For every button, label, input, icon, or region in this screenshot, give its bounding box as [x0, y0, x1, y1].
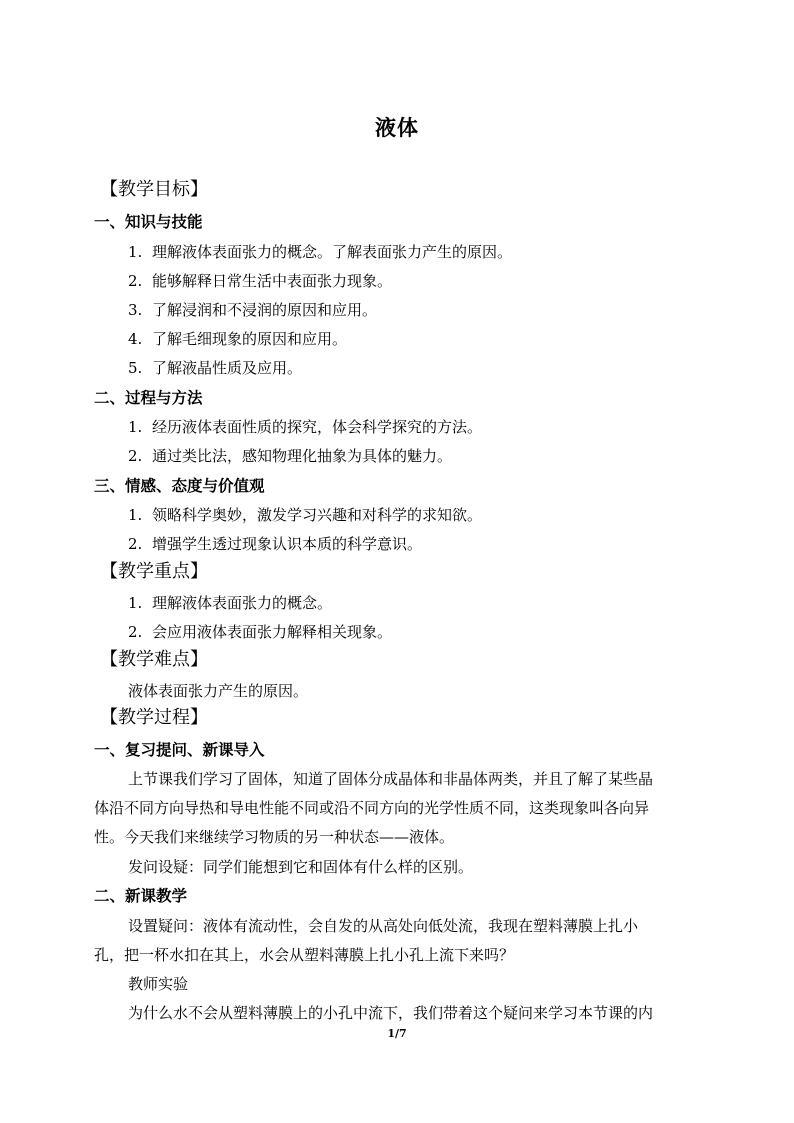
item-text: 了解毛细现象的原因和应用。	[152, 330, 348, 348]
item-number: 1.	[128, 243, 143, 261]
item-text: 会应用液体表面张力解释相关现象。	[152, 623, 393, 641]
list-item	[128, 622, 392, 642]
item-number: 4.	[128, 330, 143, 348]
item-number: 2.	[128, 447, 143, 465]
key-points-heading: 【教学重点】	[100, 561, 208, 582]
process-2-heading: 二、新课教学	[94, 887, 188, 905]
paragraph-line: 教师实验	[128, 975, 189, 993]
paragraph-line: 性。今天我们来继续学习物质的另一种状态——液体。	[94, 828, 455, 846]
item-number: 3.	[128, 301, 143, 319]
item-text: 经历液体表面性质的探究，体会科学探究的方法。	[152, 418, 483, 436]
item-text: 能够解释日常生活中表面张力现象。	[152, 272, 393, 290]
paragraph-line: 设置疑问：液体有流动性，会自发的从高处向低处流，我现在塑料薄膜上扎小	[128, 917, 639, 935]
page-title: 液体	[375, 116, 419, 140]
list-item	[128, 505, 482, 525]
list-item	[128, 300, 377, 320]
item-number: 2.	[128, 272, 143, 290]
item-number: 2.	[128, 535, 143, 553]
section-2-heading: 二、过程与方法	[94, 389, 203, 407]
item-number: 2.	[128, 623, 143, 641]
item-text: 了解液晶性质及应用。	[152, 359, 303, 377]
list-item	[128, 417, 482, 437]
item-text: 了解浸润和不浸润的原因和应用。	[152, 301, 378, 319]
list-item	[128, 271, 392, 291]
item-text: 理解液体表面张力的概念。了解表面张力产生的原因。	[152, 243, 513, 261]
list-item	[128, 593, 332, 613]
item-text: 理解液体表面张力的概念。	[152, 594, 333, 612]
item-number: 5.	[128, 359, 143, 377]
list-item	[128, 358, 302, 378]
item-text: 增强学生透过现象认识本质的科学意识。	[152, 535, 423, 553]
paragraph-line: 孔，把一杯水扣在其上，水会从塑料薄膜上扎小孔上流下来吗？	[94, 946, 515, 964]
list-item	[128, 446, 452, 466]
item-number: 1.	[128, 418, 143, 436]
item-number: 1.	[128, 506, 143, 524]
paragraph-line: 发问设疑：同学们能想到它和固体有什么样的区别。	[128, 858, 474, 876]
section-3-heading: 三、情感、态度与价值观	[94, 477, 265, 495]
item-text: 领略科学奥妙，激发学习兴趣和对科学的求知欲。	[152, 506, 483, 524]
item-number: 1.	[128, 594, 143, 612]
list-item	[128, 329, 347, 349]
difficulty-text: 液体表面张力产生的原因。	[128, 682, 309, 700]
list-item	[128, 534, 422, 554]
paragraph-line: 为什么水不会从塑料薄膜上的小孔中流下，我们带着这个疑问来学习本节课的内	[128, 1004, 654, 1022]
item-text: 通过类比法，感知物理化抽象为具体的魅力。	[152, 447, 453, 465]
process-1-heading: 一、复习提问、新课导入	[94, 741, 265, 759]
section-1-heading: 一、知识与技能	[94, 213, 203, 231]
paragraph-line: 体沿不同方向导热和导电性能不同或沿不同方向的光学性质不同，这类现象叫各向异	[94, 799, 650, 817]
paragraph-line: 上节课我们学习了固体，知道了固体分成晶体和非晶体两类，并且了解了某些晶	[128, 770, 654, 788]
difficulty-heading: 【教学难点】	[100, 649, 208, 670]
list-item	[128, 242, 512, 262]
goals-heading: 【教学目标】	[100, 179, 208, 200]
process-heading: 【教学过程】	[100, 707, 208, 728]
page-number: 1/7	[387, 1027, 407, 1040]
